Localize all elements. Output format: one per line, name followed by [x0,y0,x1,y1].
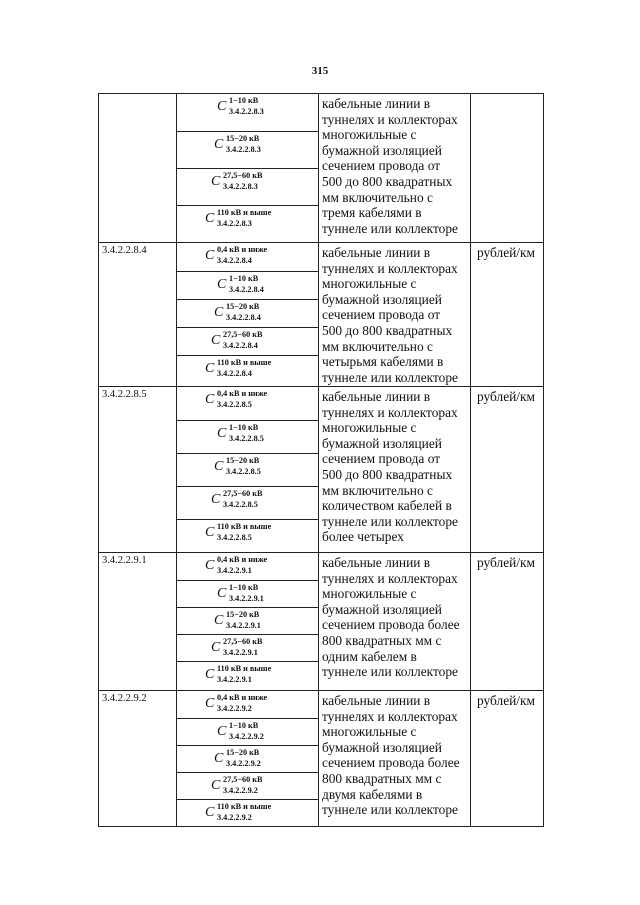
section-description [319,94,471,243]
voltage-class: 110 кВ и выше [217,802,272,811]
rate-symbol-letter: C [211,492,221,507]
rate-symbol-letter: C [205,248,215,263]
section-description [319,553,471,691]
rate-symbol-letter: C [217,99,227,114]
voltage-class: 1−10 кВ [229,423,259,432]
rate-index: 3.4.2.2.9.1 [217,675,252,684]
description-line: туннеле или коллекторе [322,369,458,385]
rate-index: 3.4.2.2.8.4 [217,369,252,378]
rate-symbol [177,420,318,453]
description-line: мм включительно с [322,482,433,498]
rate-symbol-letter: C [211,333,221,348]
page-number: 315 [311,65,329,77]
description-line: бумажной изоляцией [322,291,442,307]
rate-symbol [177,553,318,580]
symbol-list [177,243,319,387]
description-line: бумажной изоляцией [322,435,442,451]
unit-of-measure: рублей/км [471,691,544,827]
voltage-class: 0,4 кВ и ниже [217,693,268,702]
rate-symbol-letter: C [211,174,221,189]
description-line: туннеле или коллекторе [322,220,458,236]
rate-index: 3.4.2.2.8.3 [229,107,264,116]
rate-symbol [177,327,318,355]
rate-symbol [177,799,318,826]
voltage-class: 0,4 кВ и ниже [217,555,268,564]
unit-of-measure: рублей/км [471,243,544,387]
rate-symbol-letter: C [214,751,224,766]
rate-symbol [177,718,318,745]
rate-index: 3.4.2.2.8.5 [217,400,252,409]
description-line: 500 до 800 квадратных [322,466,453,482]
rate-index: 3.4.2.2.8.5 [217,533,252,542]
rate-symbol [177,519,318,552]
section-description [319,691,471,827]
rate-symbol-letter: C [205,392,215,407]
description-line: кабельные линии в [322,245,431,260]
description-line: многожильные с [322,586,417,602]
rate-symbol [177,691,318,718]
voltage-class: 27,5−60 кВ [223,775,263,784]
description-line: многожильные с [322,420,417,436]
rate-symbol-letter: C [205,805,215,820]
description-line: туннелях и коллекторах [322,260,458,276]
voltage-class: 110 кВ и выше [217,208,272,217]
table-row [99,243,544,387]
rate-symbol [177,580,318,607]
description-line: мм включительно с [322,189,433,205]
symbol-list [177,691,319,827]
description-line: бумажной изоляцией [322,142,442,158]
table-row [99,94,544,243]
rate-index: 3.4.2.2.9.2 [226,759,261,768]
rate-symbol [177,168,318,205]
rate-symbol [177,299,318,327]
description-line: сечением провода более [322,617,460,633]
description-line: кабельные линии в [322,96,431,111]
voltage-class: 15−20 кВ [226,456,260,465]
voltage-class: 1−10 кВ [229,721,259,730]
description-line: многожильные с [322,127,417,143]
rate-index: 3.4.2.2.8.4 [217,256,252,265]
voltage-class: 110 кВ и выше [217,358,272,367]
description-line: туннеле или коллекторе [322,513,458,529]
description-line: сечением провода от [322,451,441,467]
rate-index: 3.4.2.2.9.2 [223,786,258,795]
symbol-list [177,387,319,553]
rate-index: 3.4.2.2.9.1 [229,594,264,603]
description-line: туннелях и коллекторах [322,570,458,586]
symbol-list [177,94,319,243]
rate-symbol [177,355,318,383]
rate-symbol [177,131,318,168]
section-code: 3.4.2.2.9.1 [99,553,177,691]
rate-index: 3.4.2.2.8.3 [217,219,252,228]
rate-index: 3.4.2.2.9.2 [217,704,252,713]
section-code: 3.4.2.2.9.2 [99,691,177,827]
description-line: многожильные с [322,276,417,292]
rate-symbol [177,486,318,519]
rate-symbol-letter: C [211,640,221,655]
rate-symbol-letter: C [214,459,224,474]
rate-index: 3.4.2.2.8.3 [226,145,261,154]
voltage-class: 0,4 кВ и ниже [217,389,268,398]
voltage-class: 110 кВ и выше [217,522,272,531]
voltage-class: 110 кВ и выше [217,664,272,673]
rate-symbol [177,661,318,688]
description-line: туннеле или коллекторе [322,664,458,680]
rate-index: 3.4.2.2.9.1 [217,566,252,575]
description-line: 500 до 800 квадратных [322,322,453,338]
rate-index: 3.4.2.2.9.2 [217,813,252,822]
table-row [99,691,544,827]
rate-symbol-letter: C [214,613,224,628]
description-line: бумажной изоляцией [322,601,442,617]
rate-symbol-letter: C [217,277,227,292]
rate-symbol-letter: C [217,724,227,739]
description-line: одним кабелем в [322,648,417,664]
rate-index: 3.4.2.2.8.5 [226,467,261,476]
voltage-class: 15−20 кВ [226,610,260,619]
rate-symbol [177,205,318,242]
rate-symbol [177,94,318,131]
description-line: сечением провода от [322,307,441,323]
section-description [319,387,471,553]
rate-symbol [177,243,318,271]
rate-symbol-letter: C [205,211,215,226]
rate-symbol-letter: C [217,586,227,601]
description-line: кабельные линии в [322,555,431,570]
rate-index: 3.4.2.2.9.1 [226,621,261,630]
description-line: туннелях и коллекторах [322,111,458,127]
rate-symbol [177,745,318,772]
rate-symbol [177,634,318,661]
description-line: двумя кабелями в [322,786,423,802]
voltage-class: 15−20 кВ [226,302,260,311]
voltage-class: 15−20 кВ [226,134,260,143]
rate-symbol-letter: C [211,778,221,793]
description-line: сечением провода более [322,755,460,771]
rate-index: 3.4.2.2.8.5 [229,434,264,443]
voltage-class: 0,4 кВ и ниже [217,245,268,254]
rate-index: 3.4.2.2.8.4 [226,313,261,322]
rate-index: 3.4.2.2.9.1 [223,648,258,657]
rate-symbol-letter: C [214,137,224,152]
description-line: 500 до 800 квадратных [322,173,453,189]
voltage-class: 1−10 кВ [229,96,259,105]
description-line: кабельные линии в [322,693,431,708]
unit-of-measure: рублей/км [471,387,544,553]
section-code [99,94,177,243]
voltage-class: 1−10 кВ [229,274,259,283]
rate-index: 3.4.2.2.8.5 [223,500,258,509]
description-line: туннелях и коллекторах [322,708,458,724]
rate-index: 3.4.2.2.8.3 [223,182,258,191]
section-description [319,243,471,387]
voltage-class: 1−10 кВ [229,583,259,592]
rate-symbol-letter: C [205,361,215,376]
description-line: тремя кабелями в [322,205,422,221]
description-line: 800 квадратных мм с [322,632,442,648]
rate-symbol [177,453,318,486]
unit-of-measure [471,94,544,243]
section-code: 3.4.2.2.8.4 [99,243,177,387]
unit-of-measure: рублей/км [471,553,544,691]
rate-index: 3.4.2.2.8.4 [229,285,264,294]
description-line: количеством кабелей в [322,498,452,514]
rate-symbol [177,387,318,420]
rate-index: 3.4.2.2.9.2 [229,732,264,741]
rate-index: 3.4.2.2.8.4 [223,341,258,350]
description-line: 800 квадратных мм с [322,770,442,786]
rate-symbol [177,271,318,299]
rate-symbol-letter: C [217,426,227,441]
tariff-table [98,93,544,827]
description-line: бумажной изоляцией [322,739,442,755]
table-row [99,387,544,553]
voltage-class: 15−20 кВ [226,748,260,757]
rate-symbol-letter: C [205,558,215,573]
table-row [99,553,544,691]
voltage-class: 27,5−60 кВ [223,171,263,180]
section-code: 3.4.2.2.8.5 [99,387,177,553]
description-line: кабельные линии в [322,389,431,404]
rate-symbol-letter: C [205,667,215,682]
tariff-table-body [99,94,544,827]
description-line: мм включительно с [322,338,433,354]
rate-symbol-letter: C [205,525,215,540]
voltage-class: 27,5−60 кВ [223,489,263,498]
description-line: многожильные с [322,724,417,740]
description-line: туннеле или коллекторе [322,802,458,818]
voltage-class: 27,5−60 кВ [223,330,263,339]
description-line: сечением провода от [322,158,441,174]
rate-symbol-letter: C [205,696,215,711]
description-line: туннелях и коллекторах [322,404,458,420]
description-line: более четырех [322,529,404,545]
voltage-class: 27,5−60 кВ [223,637,263,646]
rate-symbol-letter: C [214,305,224,320]
description-line: четырьмя кабелями в [322,354,444,370]
rate-symbol [177,772,318,799]
symbol-list [177,553,319,691]
rate-symbol [177,607,318,634]
